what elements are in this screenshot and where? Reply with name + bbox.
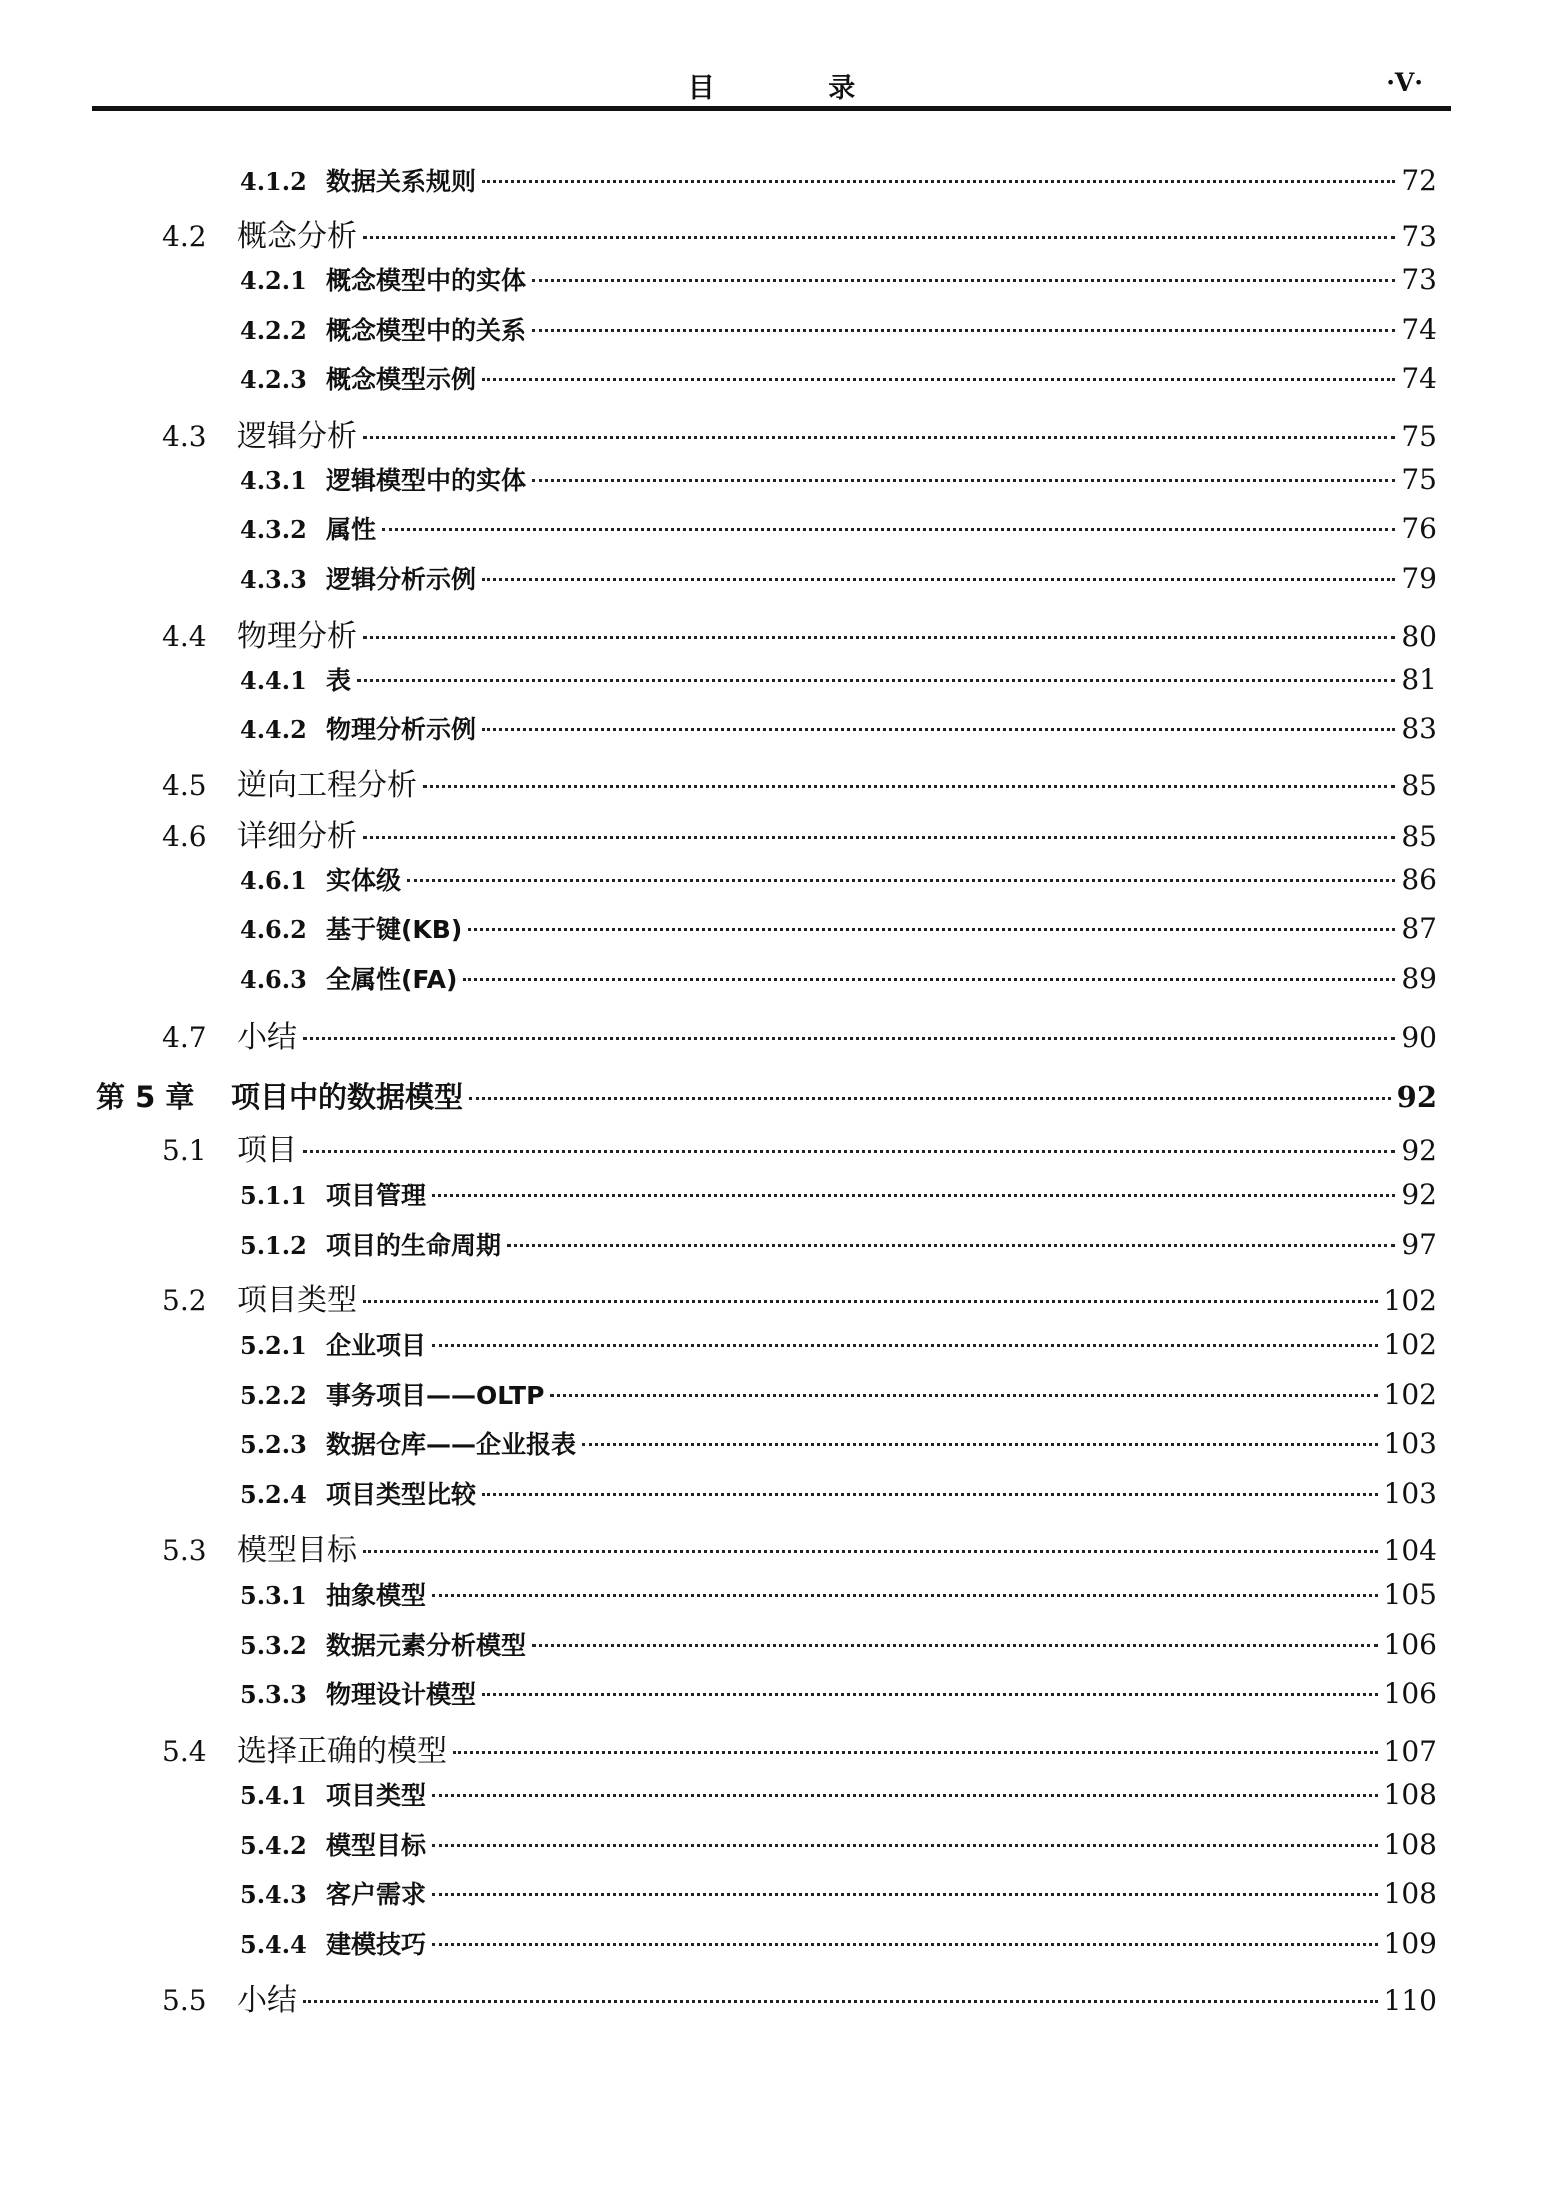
toc-entry-number: 5.2.3 [240,1430,307,1459]
dot-leader [532,279,1395,282]
page-header [92,66,1451,106]
toc-entry-number: 4.7 [162,1021,207,1054]
toc-entry-section[interactable] [162,1726,1437,1770]
toc-entry-page: 92 [1396,1080,1437,1114]
toc-entry-number: 4.4.2 [240,715,307,744]
toc-entry-title: 事务项目——OLTP [326,1381,545,1410]
toc-entry-title: 项目 [237,1133,297,1168]
dot-leader [363,636,1395,639]
toc-entry-section[interactable] [162,1275,1437,1319]
toc-entry-subsection[interactable] [240,261,1437,297]
dot-leader [303,1037,1395,1040]
toc-entry-number: 4.6 [162,820,207,853]
toc-entry-number: 4.6.2 [240,915,307,944]
toc-entry-number: 5.1.2 [240,1231,307,1260]
dot-leader [407,879,1395,882]
toc-entry-page: 108 [1383,1877,1437,1910]
toc-entry-subsection[interactable] [240,1326,1437,1362]
toc-entry-page: 73 [1401,220,1437,253]
toc-entry-subsection[interactable] [240,1875,1437,1911]
dot-leader [303,1150,1395,1153]
toc-entry-title: 客户需求 [326,1880,427,1909]
dot-leader [363,1300,1378,1303]
dot-leader [363,836,1395,839]
toc-entry-page: 75 [1401,420,1437,453]
toc-entry-number: 4.1.2 [240,167,307,196]
toc-entry-title: 逆向工程分析 [237,768,417,803]
toc-entry-section[interactable] [162,811,1437,855]
dot-leader [432,1794,1378,1797]
toc-entry-number: 5.4 [162,1735,207,1768]
toc-entry-subsection[interactable] [240,960,1437,996]
toc-entry-page: 80 [1401,620,1437,653]
toc-entry-subsection[interactable] [240,461,1437,497]
toc-entry-number: 5.5 [162,1984,207,2017]
dot-leader [482,1493,1378,1496]
toc-entry-page: 102 [1383,1284,1437,1317]
toc-entry-title: 项目中的数据模型 [231,1080,464,1114]
toc-entry-page: 108 [1383,1778,1437,1811]
dot-leader [482,1693,1378,1696]
toc-entry-section[interactable] [162,1525,1437,1569]
toc-entry-title: 抽象模型 [326,1581,427,1610]
toc-entry-page: 81 [1401,663,1437,696]
toc-entry-page: 92 [1401,1178,1437,1211]
toc-entry-number: 5.1 [162,1134,207,1167]
toc-entry-title: 物理设计模型 [326,1680,477,1709]
toc-entry-title: 详细分析 [237,819,357,854]
dot-leader [482,728,1395,731]
toc-entry-subsection[interactable] [240,861,1437,897]
dot-leader [432,1194,1395,1197]
toc-entry-page: 106 [1383,1677,1437,1710]
toc-entry-number: 5.3 [162,1534,207,1567]
toc-entry-page: 102 [1383,1378,1437,1411]
toc-entry-number: 4.4 [162,620,207,653]
toc-entry-title: 模型目标 [237,1533,357,1568]
toc-entry-page: 106 [1383,1628,1437,1661]
dot-leader [432,1594,1378,1597]
toc-entry-title: 数据元素分析模型 [326,1631,527,1660]
toc-entry-page: 74 [1401,362,1437,395]
toc-entry-number: 4.2 [162,220,207,253]
toc-entry-subsection[interactable] [240,311,1437,347]
toc-entry-number: 4.2.2 [240,316,307,345]
toc-entry-title: 实体级 [326,866,402,895]
dot-leader [532,329,1395,332]
toc-entry-subsection[interactable] [240,1376,1437,1412]
toc-entry-number: 5.4.3 [240,1880,307,1909]
toc-entry-number: 5.2.2 [240,1381,307,1410]
toc-entry-title: 小结 [237,1020,297,1055]
toc-entry-title: 逻辑模型中的实体 [326,466,527,495]
toc-entry-title: 逻辑分析 [237,419,357,454]
toc-entry-title: 项目类型 [326,1781,427,1810]
toc-entry-title: 数据仓库——企业报表 [326,1430,577,1459]
toc-entry-page: 105 [1383,1578,1437,1611]
toc-entry-number: 4.5 [162,769,207,802]
toc-entry-title: 基于键(KB) [326,915,463,944]
toc-entry-title: 项目管理 [326,1181,427,1210]
dot-leader [432,1893,1378,1896]
toc-entry-subsection[interactable] [240,910,1437,946]
dot-leader [482,180,1395,183]
toc-entry-subsection[interactable] [240,1475,1437,1511]
header-divider [92,106,1451,111]
toc-entry-page: 97 [1401,1228,1437,1261]
toc-entry-subsection[interactable] [240,1226,1437,1262]
toc-entry-title: 概念模型中的关系 [326,316,527,345]
dot-leader [363,436,1395,439]
toc-entry-page: 87 [1401,912,1437,945]
toc-entry-title: 全属性(FA) [326,965,458,994]
toc-entry-number: 5.4.4 [240,1930,307,1959]
toc-entry-title: 数据关系规则 [326,167,477,196]
dot-leader [482,578,1395,581]
toc-entry-section[interactable] [162,411,1437,455]
toc-entry-number: 4.6.1 [240,866,307,895]
dot-leader [507,1244,1395,1247]
toc-entry-section[interactable] [162,1012,1437,1056]
toc-entry-title: 概念分析 [237,219,357,254]
toc-entry-page: 90 [1401,1021,1437,1054]
toc-entry-title: 项目类型比较 [326,1480,477,1509]
toc-entry-page: 107 [1383,1735,1437,1768]
toc-entry-section[interactable] [162,1125,1437,1169]
toc-entry-number: 4.4.1 [240,666,307,695]
toc-entry-subsection[interactable] [240,1576,1437,1612]
toc-entry-number: 4.3.2 [240,515,307,544]
toc-entry-number: 第 5 章 [96,1080,195,1114]
toc-entry-title: 选择正确的模型 [237,1734,447,1769]
toc-entry-page: 109 [1383,1927,1437,1960]
dot-leader [532,1644,1378,1647]
toc-entry-title: 逻辑分析示例 [326,565,477,594]
toc-entry-subsection[interactable] [240,1675,1437,1711]
toc-entry-number: 5.3.3 [240,1680,307,1709]
toc-entry-page: 108 [1383,1828,1437,1861]
toc-entry-section[interactable] [162,1975,1437,2019]
toc-entry-page: 85 [1401,769,1437,802]
toc-entry-title: 物理分析 [237,619,357,654]
toc-entry-subsection[interactable] [240,1925,1437,1961]
dot-leader [432,1844,1378,1847]
dot-leader [550,1394,1377,1397]
toc-entry-page: 103 [1383,1477,1437,1510]
toc-entry-page: 102 [1383,1328,1437,1361]
dot-leader [363,236,1395,239]
dot-leader [582,1443,1378,1446]
dot-leader [453,1751,1378,1754]
toc-entry-page: 74 [1401,313,1437,346]
dot-leader [468,928,1395,931]
toc-entry-page: 85 [1401,820,1437,853]
toc-entry-subsection[interactable] [240,1176,1437,1212]
toc-entry-page: 76 [1401,512,1437,545]
toc-entry-section[interactable] [162,211,1437,255]
toc-entry-chapter[interactable] [96,1075,1437,1116]
dot-leader [532,479,1395,482]
toc-entry-title: 概念模型中的实体 [326,266,527,295]
dot-leader [423,785,1395,788]
dot-leader [482,378,1395,381]
dot-leader [432,1344,1378,1347]
toc-entry-subsection[interactable] [240,661,1437,697]
toc-entry-subsection[interactable] [240,710,1437,746]
toc-entry-subsection[interactable] [240,510,1437,546]
toc-entry-subsection[interactable] [240,1826,1437,1862]
dot-leader [357,679,1395,682]
toc-entry-number: 4.3.1 [240,466,307,495]
page-title: 目 录 [687,73,908,104]
page-number: ·V· [1386,68,1423,97]
toc-entry-page: 89 [1401,962,1437,995]
toc-entry-page: 86 [1401,863,1437,896]
dot-leader [382,528,1395,531]
toc-entry-subsection[interactable] [240,560,1437,596]
toc-entry-number: 5.2.4 [240,1480,307,1509]
toc-entry-title: 项目的生命周期 [326,1231,502,1260]
toc-entry-page: 72 [1401,164,1437,197]
toc-entry-number: 5.4.1 [240,1781,307,1810]
toc-entry-title: 建模技巧 [326,1930,427,1959]
toc-entry-page: 92 [1401,1134,1437,1167]
toc-entry-number: 4.2.1 [240,266,307,295]
toc-entry-number: 5.3.1 [240,1581,307,1610]
toc-entry-page: 104 [1383,1534,1437,1567]
toc-entry-number: 5.3.2 [240,1631,307,1660]
toc-entry-number: 5.4.2 [240,1831,307,1860]
toc-entry-number: 5.1.1 [240,1181,307,1210]
toc-entry-section[interactable] [162,611,1437,655]
dot-leader [363,1550,1378,1553]
toc-entry-page: 83 [1401,712,1437,745]
toc-entry-title: 小结 [237,1983,297,2018]
toc-entry-title: 概念模型示例 [326,365,477,394]
toc-entry-subsection[interactable] [240,1425,1437,1461]
toc-entry-subsection[interactable] [240,1776,1437,1812]
toc-entry-title: 模型目标 [326,1831,427,1860]
toc-entry-page: 110 [1383,1984,1437,2017]
toc-entry-page: 73 [1401,263,1437,296]
dot-leader [469,1097,1391,1100]
toc-entry-subsection[interactable] [240,360,1437,396]
dot-leader [432,1943,1378,1946]
toc-entry-section[interactable] [162,760,1437,804]
toc-entry-number: 4.6.3 [240,965,307,994]
toc-entry-number: 4.3.3 [240,565,307,594]
dot-leader [303,2000,1378,2003]
toc-entry-title: 项目类型 [237,1283,357,1318]
toc-entry-title: 物理分析示例 [326,715,477,744]
toc-entry-number: 5.2.1 [240,1331,307,1360]
toc-entry-page: 79 [1401,562,1437,595]
toc-entry-number: 4.3 [162,420,207,453]
toc-entry-subsection[interactable] [240,1626,1437,1662]
toc-entry-number: 5.2 [162,1284,207,1317]
dot-leader [463,978,1395,981]
toc-entry-subsection[interactable] [240,162,1437,198]
toc-entry-number: 4.2.3 [240,365,307,394]
toc-entry-title: 属性 [326,515,377,544]
toc-entry-page: 103 [1383,1427,1437,1460]
toc-entry-title: 企业项目 [326,1331,427,1360]
toc-entry-page: 75 [1401,463,1437,496]
toc-entry-title: 表 [326,666,352,695]
